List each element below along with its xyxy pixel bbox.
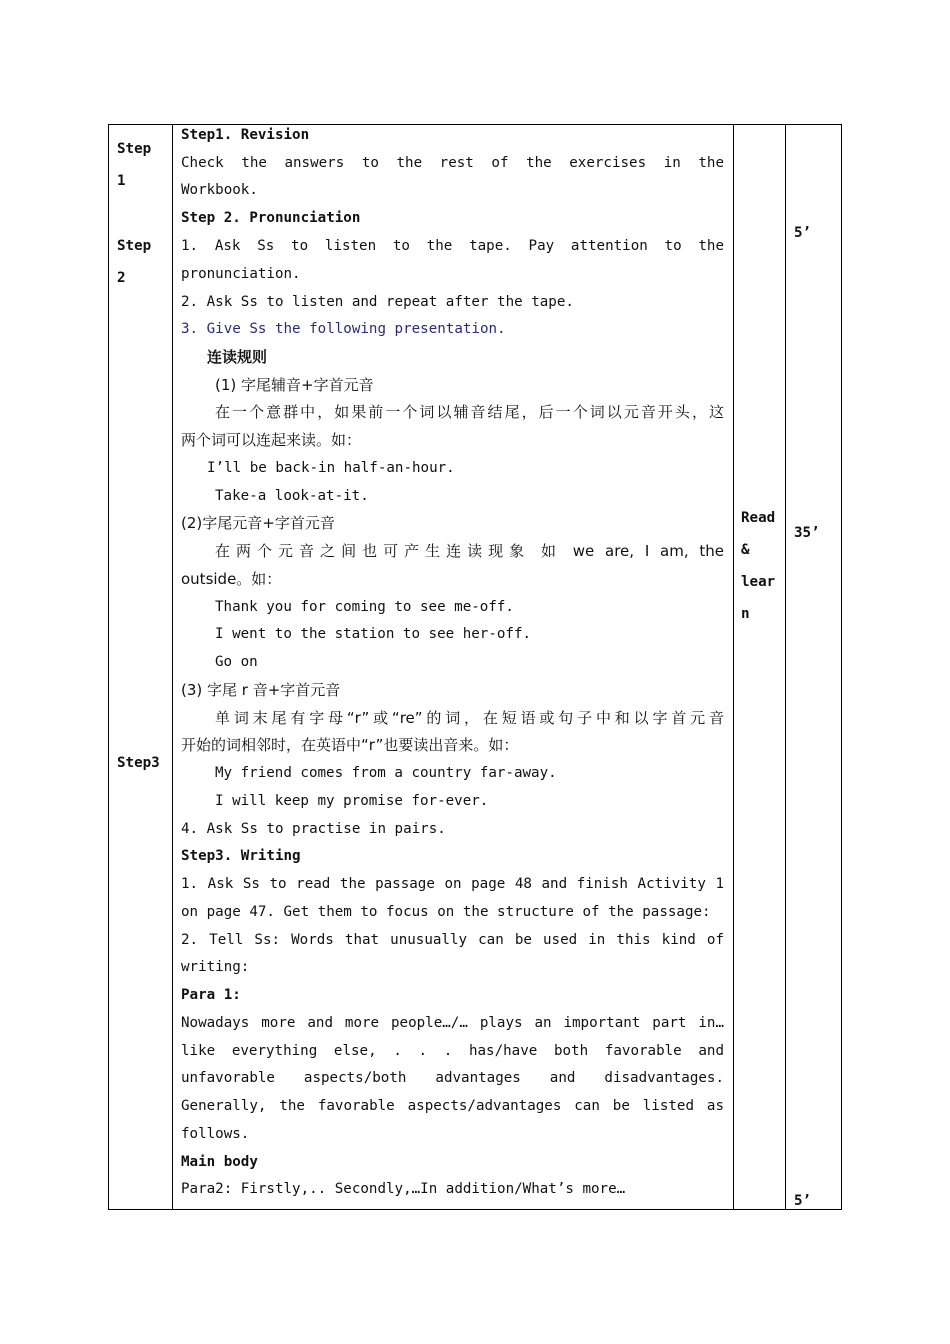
content-column xyxy=(181,125,724,1209)
example-line: Go on xyxy=(215,654,258,670)
text-line: 2. Ask Ss to listen and repeat after the tape. xyxy=(181,294,574,310)
example-line: Thank you for coming to see me-off. xyxy=(215,599,514,615)
lesson-table xyxy=(108,124,842,1210)
example-line: I went to the station to see her-off. xyxy=(215,626,532,642)
example-line: I will keep my promise for-ever. xyxy=(215,793,489,809)
text-line: 1. Ask Ss to read the passage on page 48 and finish Activity 1 xyxy=(181,876,724,892)
text-line: 在一个意群中，如果前一个词以辅音结尾，后一个词以元音开头，这 xyxy=(215,403,724,421)
text-line: 单词末尾有字母“r”或“re”的词，在短语或句子中和以字首元音 xyxy=(215,709,724,727)
text-line: 开始的词相邻时，在英语中“r”也要读出音来。如： xyxy=(181,736,519,754)
text-line: Para2: Firstly,.. Secondly,…In addition/What’s more… xyxy=(181,1181,626,1197)
heading-main-body: Main body xyxy=(181,1154,258,1170)
method-text: n xyxy=(741,606,750,622)
example-line: I’ll be back-in half-an-hour. xyxy=(207,460,455,476)
method-text: lear xyxy=(741,574,776,590)
time-column xyxy=(794,125,839,1209)
step2-number: 2 xyxy=(117,270,126,286)
column-divider xyxy=(172,125,173,1209)
liaison-rules-heading: 连读规则 xyxy=(207,348,268,366)
text-line: 4. Ask Ss to practise in pairs. xyxy=(181,821,446,837)
text-line: 在两个元音之间也可产生连读现象 如 we are, I am, the xyxy=(215,542,724,560)
heading-revision: Step1. Revision xyxy=(181,127,310,143)
text-line: like everything else, . . . has/have both favorable and xyxy=(181,1043,724,1059)
text-line: Check the answers to the rest of the exercises in the xyxy=(181,155,724,171)
rule-3-title: (3) 字尾 r 音+字首元音 xyxy=(181,681,341,699)
text-line: Nowadays more and more people…/… plays an important part in… xyxy=(181,1015,724,1031)
step-column xyxy=(117,125,169,1209)
example-line: My friend comes from a country far-away. xyxy=(215,765,557,781)
rule-1-title: (1) 字尾辅音+字首元音 xyxy=(215,376,374,394)
time-value: 5’ xyxy=(794,225,812,241)
text-line: 两个词可以连起来读。如： xyxy=(181,431,362,449)
text-line: Workbook. xyxy=(181,182,258,198)
step1-number: 1 xyxy=(117,173,126,189)
column-divider xyxy=(785,125,786,1209)
step2-label: Step xyxy=(117,238,152,254)
column-divider xyxy=(733,125,734,1209)
method-text: & xyxy=(741,542,750,558)
text-line: outside。如： xyxy=(181,570,282,588)
heading-pronunciation: Step 2. Pronunciation xyxy=(181,210,361,226)
text-line: Generally, the favorable aspects/advantages can be listed as xyxy=(181,1098,724,1114)
method-text: Read xyxy=(741,510,776,526)
text-line: writing: xyxy=(181,959,250,975)
text-line: 2. Tell Ss: Words that unusually can be used in this kind of xyxy=(181,932,724,948)
text-line: on page 47. Get them to focus on the structure of the passage: xyxy=(181,904,711,920)
heading-writing: Step3. Writing xyxy=(181,848,301,864)
step1-label: Step xyxy=(117,141,152,157)
heading-para1: Para 1: xyxy=(181,987,241,1003)
text-line: 1. Ask Ss to listen to the tape. Pay attention to the xyxy=(181,238,724,254)
text-line: unfavorable aspects/both advantages and disadvantages. xyxy=(181,1070,724,1086)
example-line: Take-a look-at-it. xyxy=(215,488,369,504)
rule-2-title: (2)字尾元音+字首元音 xyxy=(181,514,335,532)
time-value: 5’ xyxy=(794,1193,812,1209)
time-value: 35’ xyxy=(794,525,820,541)
text-line: follows. xyxy=(181,1126,250,1142)
text-line: 3. Give Ss the following presentation. xyxy=(181,321,506,337)
method-column xyxy=(741,125,783,1209)
step3-label: Step3 xyxy=(117,755,160,771)
text-line: pronunciation. xyxy=(181,266,301,282)
